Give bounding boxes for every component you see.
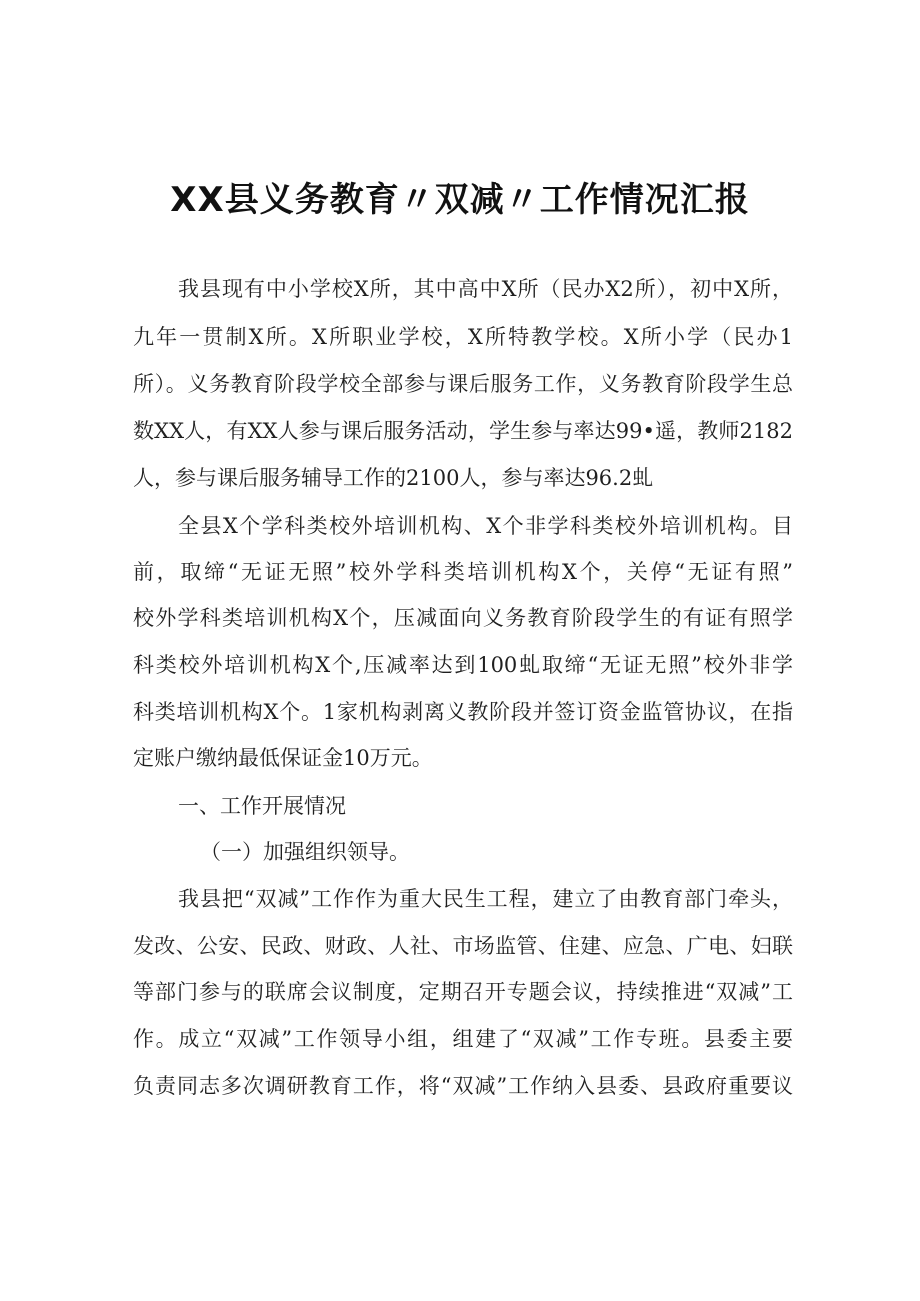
paragraph-3-line-3: 等部门参与的联席会议制度，定期召开专题会议，持续推进“双减”工 [133, 980, 793, 1004]
paragraph-2-line-1: 全县X个学科类校外培训机构、X个非学科类校外培训机构。目 [178, 514, 793, 538]
paragraph-2-line-6: 定账户缴纳最低保证金10万元。 [133, 746, 433, 770]
section-heading-1: 一、工作开展情况 [178, 794, 346, 818]
subsection-heading-1: （一）加强组织领导。 [200, 840, 410, 864]
paragraph-1-line-5: 人，参与课后服务辅导工作的2100人，参与率达96.2虬 [133, 466, 654, 490]
paragraph-2-line-5: 科类培训机构X个。1家机构剥离义教阶段并签订资金监管协议，在指 [133, 700, 793, 724]
paragraph-3-line-5: 负责同志多次调研教育工作，将“双减”工作纳入县委、县政府重要议 [133, 1074, 793, 1098]
paragraph-1-line-4: 数XX人，有XX人参与课后服务活动，学生参与率达99•遥，教师2182 [133, 419, 793, 443]
document-title: XX县义务教育〃双减〃工作情况汇报 [170, 180, 750, 220]
paragraph-1-line-3: 所）。义务教育阶段学校全部参与课后服务工作，义务教育阶段学生总 [133, 372, 793, 396]
paragraph-2-line-2: 前，取缔“无证无照”校外学科类培训机构X个，关停“无证有照” [133, 560, 793, 584]
paragraph-3-line-2: 发改、公安、民政、财政、人社、市场监管、住建、应急、广电、妇联 [133, 934, 793, 958]
paragraph-2-line-3: 校外学科类培训机构X个，压减面向义务教育阶段学生的有证有照学 [133, 606, 793, 630]
paragraph-3-line-1: 我县把“双减”工作作为重大民生工程，建立了由教育部门牵头， [178, 887, 793, 911]
paragraph-1-line-1: 我县现有中小学校X所，其中高中X所（民办X2所），初中X所， [178, 277, 793, 301]
paragraph-1-line-2: 九年一贯制X所。X所职业学校，X所特教学校。X所小学（民办1 [133, 325, 793, 349]
paragraph-2-line-4: 科类校外培训机构X个,压减率达到100虬取缔“无证无照”校外非学 [133, 653, 793, 677]
paragraph-3-line-4: 作。成立“双减”工作领导小组，组建了“双减”工作专班。县委主要 [133, 1027, 793, 1051]
